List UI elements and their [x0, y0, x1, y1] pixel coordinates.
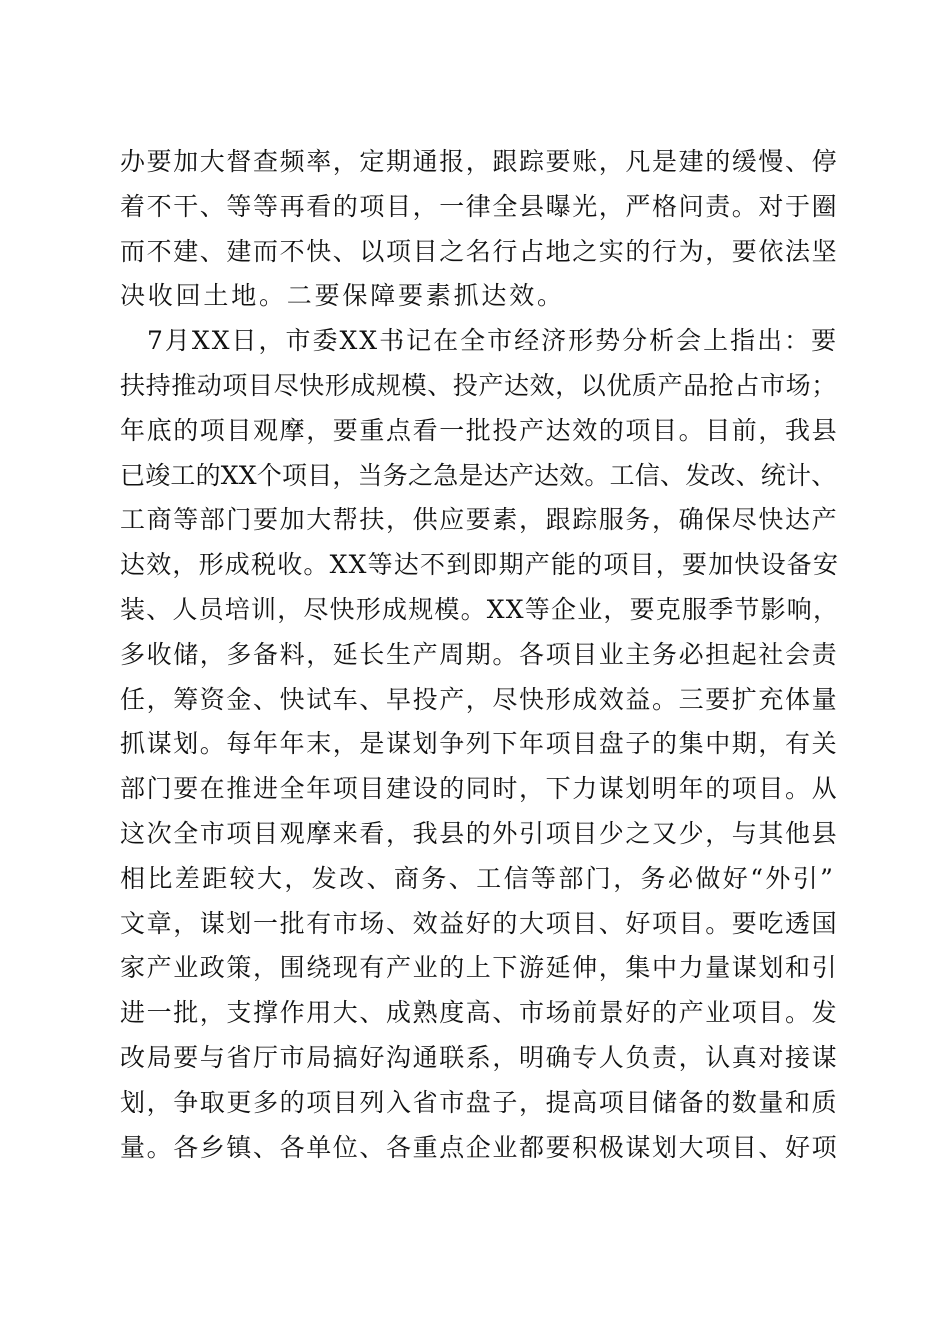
text-line: 家产业政策，围绕现有产业的上下游延伸，集中力量谋划和引 [120, 953, 839, 983]
text-line: 达效，形成税收。XX等达不到即期产能的项目，要加快设备安 [120, 550, 840, 580]
text-line: 扶持推动项目尽快形成规模、投产达效，以优质产品抢占市场； [120, 370, 837, 400]
text-line: 着不干、等等再看的项目，一律全县曝光，严格问责。对于圈 [120, 191, 839, 221]
body-text [120, 140, 840, 1170]
text-line: 进一批，支撑作用大、成熟度高、市场前景好的产业项目。发 [120, 998, 839, 1028]
text-line: 量。各乡镇、各单位、各重点企业都要积极谋划大项目、好项 [120, 1132, 839, 1162]
text-line: 而不建、建而不快、以项目之名行占地之实的行为，要依法坚 [120, 236, 839, 266]
text-line: 划，争取更多的项目列入省市盘子，提高项目储备的数量和质 [120, 1087, 839, 1117]
text-line: 部门要在推进全年项目建设的同时，下力谋划明年的项目。从 [120, 774, 839, 804]
text-line: 决收回土地。二要保障要素抓达效。 [120, 281, 565, 311]
text-line: 装、人员培训，尽快形成规模。XX等企业，要克服季节影响， [120, 594, 840, 624]
text-line: 这次全市项目观摩来看，我县的外引项目少之又少，与其他县 [120, 818, 839, 848]
text-line: 7月XX日，市委XX书记在全市经济形势分析会上指出：要 [120, 326, 839, 356]
text-line: 年底的项目观摩，要重点看一批投产达效的项目。目前，我县 [120, 415, 839, 445]
text-line: 改局要与省厅市局搞好沟通联系，明确专人负责，认真对接谋 [120, 1042, 839, 1072]
text-line: 相比差距较大，发改、商务、工信等部门，务必做好“外引” [120, 863, 836, 893]
text-line: 抓谋划。每年年末，是谋划争列下年项目盘子的集中期，有关 [120, 729, 839, 759]
text-line: 工商等部门要加大帮扶，供应要素，跟踪服务，确保尽快达产 [120, 505, 839, 535]
text-line: 任，筹资金、快试车、早投产，尽快形成效益。三要扩充体量 [120, 684, 839, 714]
text-line: 已竣工的XX个项目，当务之急是达产达效。工信、发改、统计、 [120, 460, 837, 490]
text-line: 文章，谋划一批有市场、效益好的大项目、好项目。要吃透国 [120, 908, 839, 938]
text-line: 多收储，多备料，延长生产周期。各项目业主务必担起社会责 [120, 639, 839, 669]
text-line: 办要加大督查频率，定期通报，跟踪要账，凡是建的缓慢、停 [120, 147, 839, 176]
